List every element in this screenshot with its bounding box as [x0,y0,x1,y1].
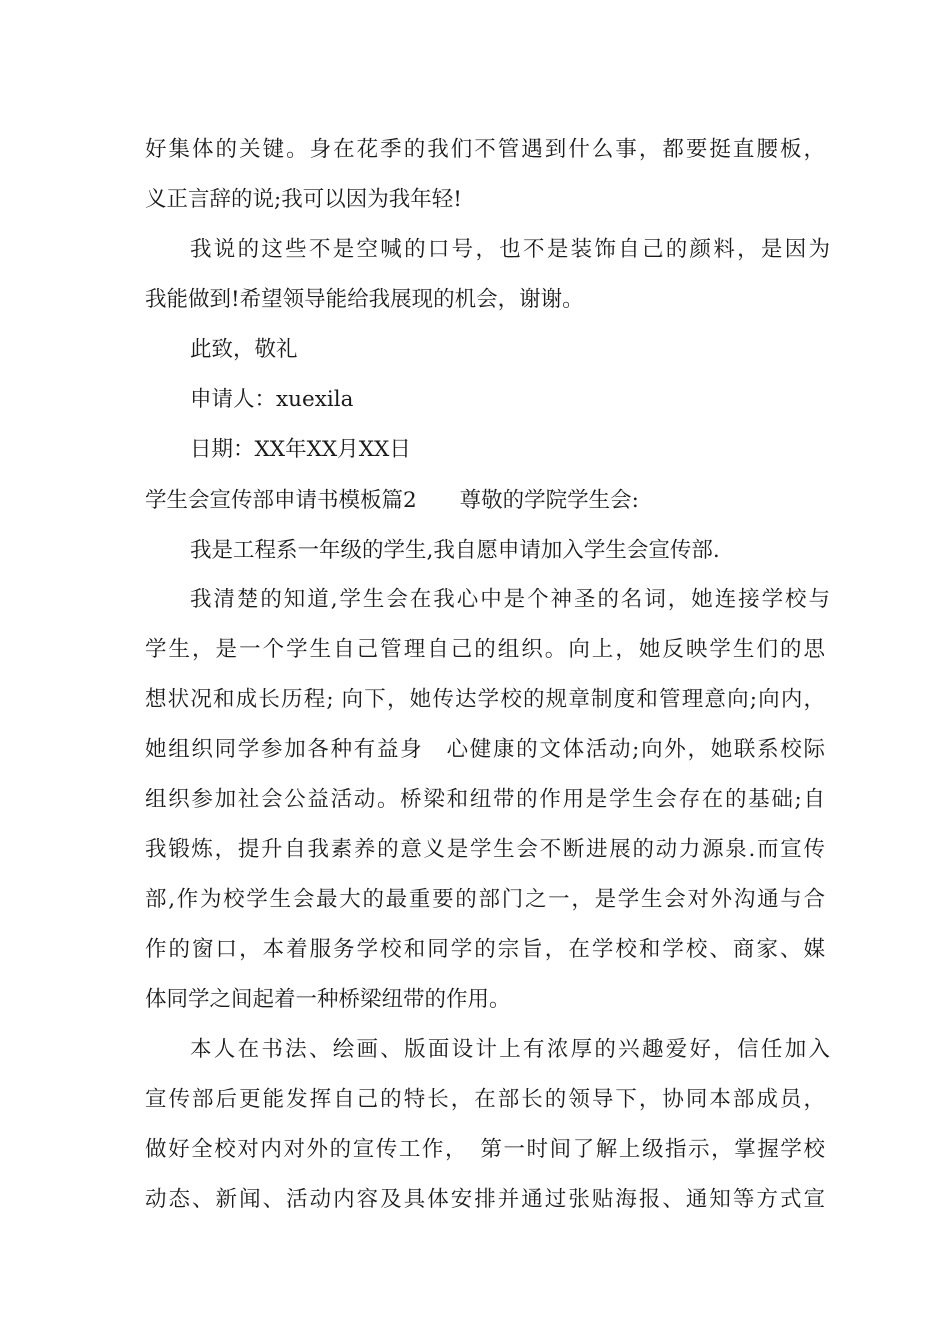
text-line: 想状况和成长历程; 向下，她传达学校的规章制度和管理意向;向内， [145,687,825,712]
text-line: 部,作为校学生会最大的最重要的部门之一，是学生会对外沟通与合 [145,887,825,912]
text-line: 作的窗口，本着服务学校和同学的宗旨，在学校和学校、商家、媒 [145,937,825,962]
text-line: 我清楚的知道,学生会在我心中是个神圣的名词，她连接学校与 [190,587,830,612]
text-line: 体同学之间起着一种桥梁纽带的作用。 [145,987,511,1012]
text-line: 好集体的关键。身在花季的我们不管遇到什么事，都要挺直腰板， [145,137,825,162]
text-line: 我锻炼，提升自我素养的意义是学生会不断进展的动力源泉.而宣传 [145,837,825,862]
text-line: 组织参加社会公益活动。桥梁和纽带的作用是学生会存在的基础;自 [145,787,825,812]
text-line: 我能做到!希望领导能给我展现的机会，谢谢。 [145,287,584,312]
text-line: 学生，是一个学生自己管理自己的组织。向上，她反映学生们的思 [145,637,825,662]
text-line: 动态、新闻、活动内容及具体安排并通过张贴海报、通知等方式宣 [145,1187,825,1212]
text-line: 本人在书法、绘画、版面设计上有浓厚的兴趣爱好，信任加入 [190,1037,830,1062]
text-line: 她组织同学参加各种有益身 心健康的文体活动;向外，她联系校际 [145,737,825,762]
section-heading: 学生会宣传部申请书模板篇2 尊敬的学院学生会: [145,488,639,513]
date-line: 日期：XX年XX月XX日 [190,437,411,462]
text-line: 我说的这些不是空喊的口号，也不是装饰自己的颜料，是因为 [190,237,830,262]
text-line: 宣传部后更能发挥自己的特长，在部长的领导下，协同本部成员， [145,1087,825,1112]
closing-salutation: 此致，敬礼 [190,337,298,362]
text-line: 义正言辞的说;我可以因为我年轻! [145,187,462,212]
applicant-line: 申请人：xuexila [190,387,354,412]
text-line: 做好全校对内对外的宣传工作， 第一时间了解上级指示，掌握学校 [145,1137,825,1162]
text-line: 我是工程系一年级的学生,我自愿申请加入学生会宣传部. [190,538,720,563]
